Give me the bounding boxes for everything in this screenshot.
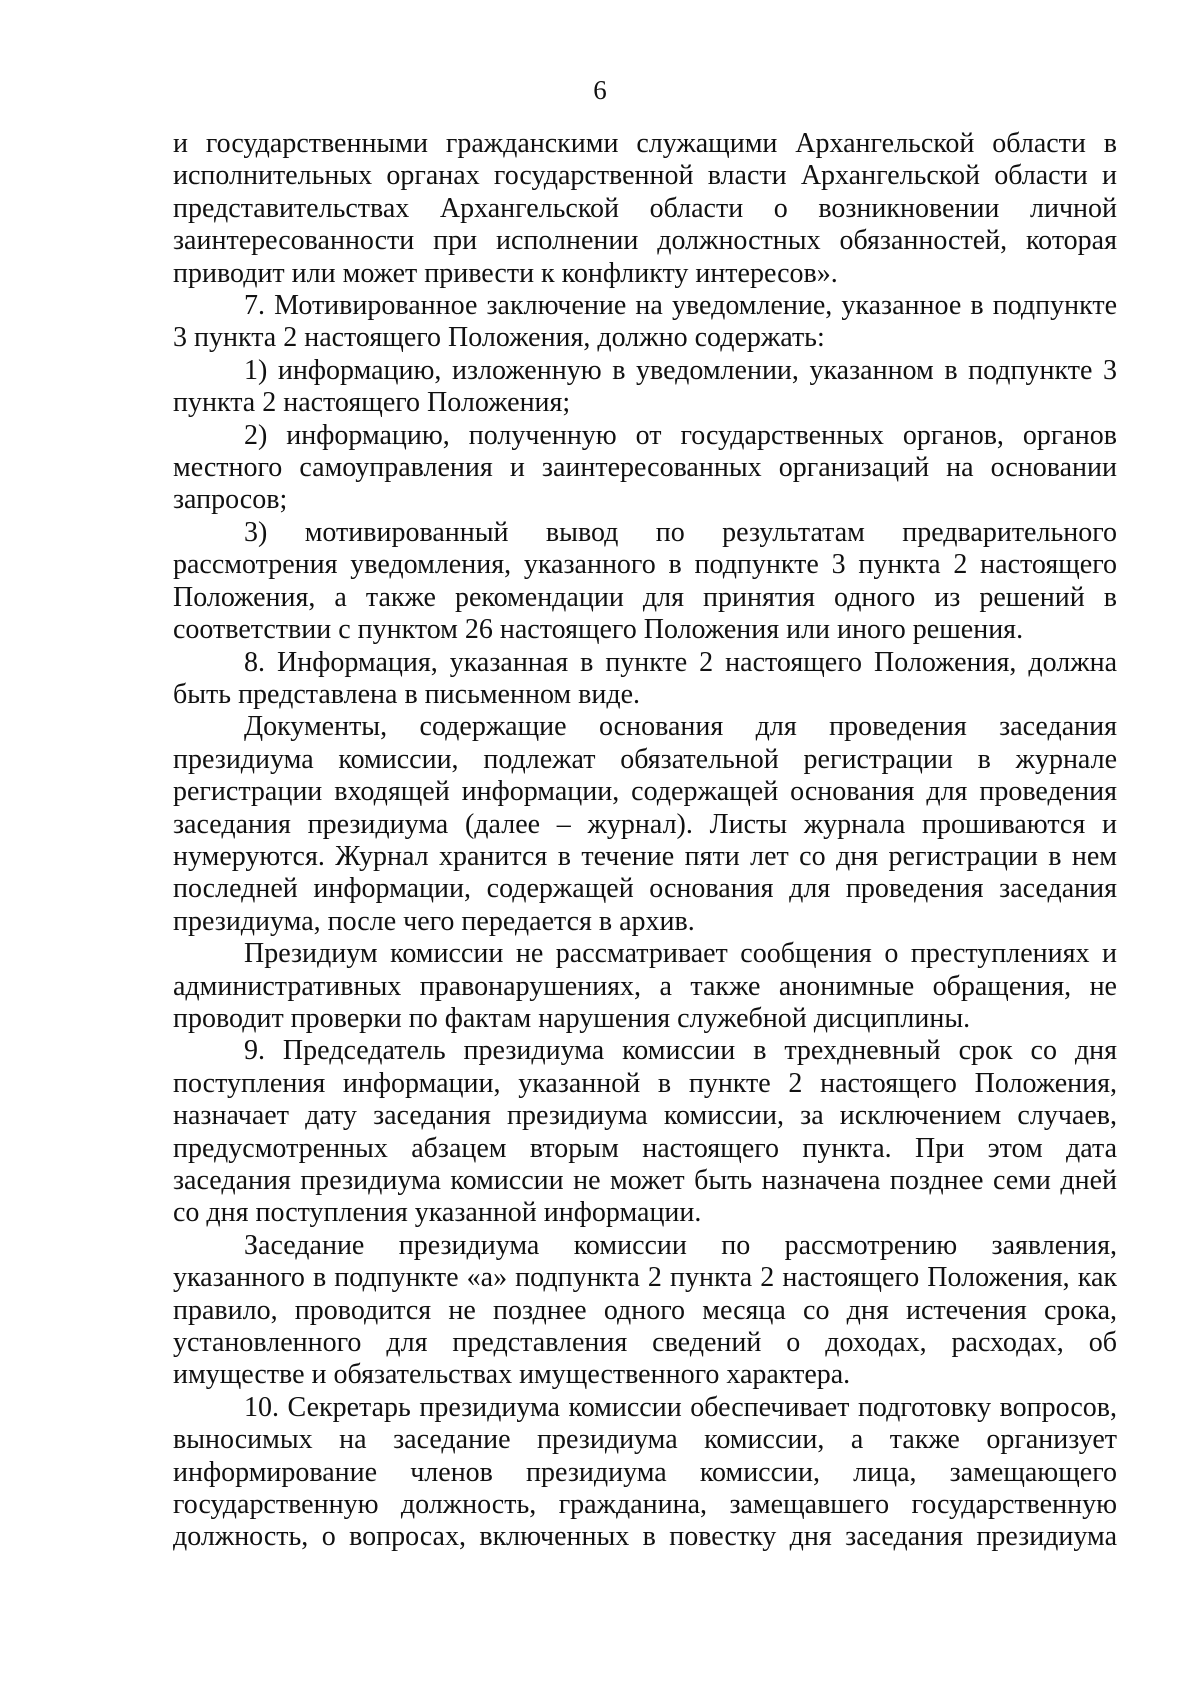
paragraph: 2) информацию, полученную от государственных органов, органов местного самоуправления и заинтересованных организаций на основании запросов; — [173, 419, 1117, 516]
paragraph: Президиум комиссии не рассматривает сообщения о преступлениях и административных правонарушениях, а также анонимные обращения, не проводит проверки по фактам нарушения служебной дисциплины. — [173, 938, 1117, 1034]
paragraph: Заседание президиума комиссии по рассмотрению заявления, указанного в подпункте «а» подпункта 2 пункта 2 настоящего Положения, как правило, проводится не позднее одного месяца со дня истечения срока, установленного для представления сведений о доходах, расходах, об имуществе и обязательствах имущественного характера. — [173, 1229, 1117, 1391]
page-number: 6 — [593, 75, 607, 105]
paragraph: 8. Информация, указанная в пункте 2 настоящего Положения, должна быть представлена в письменном виде. — [173, 646, 1117, 710]
paragraph: 10. Секретарь президиума комиссии обеспечивает подготовку вопросов, выносимых на заседание президиума комиссии, а также организует информирование членов президиума комиссии, лица, замещающего государственную должность, гражданина, замещавшего государственную должность, о вопросах, включенных в повестку дня заседания президиума — [173, 1391, 1117, 1553]
paragraph: 9. Председатель президиума комиссии в трехдневный срок со дня поступления информации, указанной в пункте 2 настоящего Положения, назначает дату заседания президиума комиссии, за исключением случаев, предусмотренных абзацем вторым настоящего пункта. При этом дата заседания президиума комиссии не может быть назначена позднее семи дней со дня поступления указанной информации. — [173, 1035, 1117, 1229]
paragraph: Документы, содержащие основания для проведения заседания президиума комиссии, подлежат обязательной регистрации в журнале регистрации входящей информации, содержащей основания для проведения заседания президиума (далее – журнал). Листы журнала прошиваются и нумеруются. Журнал хранится в течение пяти лет со дня регистрации в нем последней информации, содержащей основания для проведения заседания президиума, после чего передается в архив. — [173, 711, 1117, 937]
paragraph: 7. Мотивированное заключение на уведомление, указанное в подпункте 3 пункта 2 настоящего Положения, должно содержать: — [173, 290, 1117, 354]
document-body — [173, 128, 1117, 1554]
paragraph: и государственными гражданскими служащими Архангельской области в исполнительных органах государственной власти Архангельской области и представительствах Архангельской области о возникновении личной заинтересованности при исполнении должностных обязанностей, которая приводит или может привести к конфликту интересов». — [173, 128, 1117, 289]
paragraph: 1) информацию, изложенную в уведомлении, указанном в подпункте 3 пункта 2 настоящего Положения; — [173, 354, 1117, 419]
paragraph: 3) мотивированный вывод по результатам предварительного рассмотрения уведомления, указанного в подпункте 3 пункта 2 настоящего Положения, а также рекомендации для принятия одного из решений в соответствии с пунктом 26 настоящего Положения или иного решения. — [173, 516, 1117, 646]
